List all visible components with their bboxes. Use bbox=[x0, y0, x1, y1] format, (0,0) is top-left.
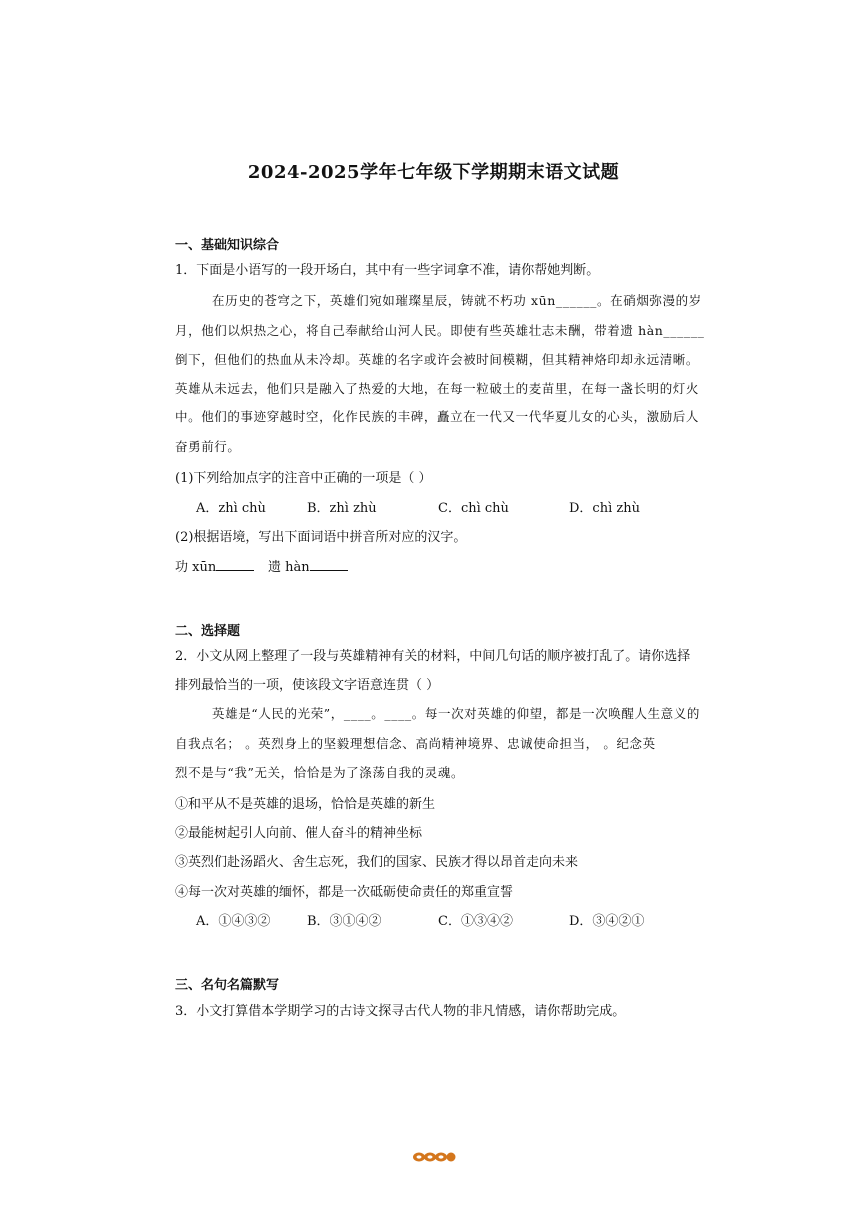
passage-line: 在历史的苍穹之下，英雄们宛如璀璨星辰，铸就不朽功 xūn______。在硝烟弥漫的岁 bbox=[212, 293, 702, 308]
passage-line: 烈不是与“我”无关，恰恰是为了涤荡自我的灵魂。 bbox=[175, 765, 465, 780]
fill-blank-han[interactable] bbox=[268, 556, 348, 575]
option-c[interactable]: C．①③④② bbox=[438, 914, 513, 929]
section-heading-choice: 二、选择题 bbox=[175, 624, 241, 639]
passage-line: 倒下，但他们的热血从未冷却。英雄的名字或许会被时间模糊，但其精神烙印却永远清晰。 bbox=[175, 352, 700, 367]
option-a[interactable]: A．①④③② bbox=[196, 914, 271, 929]
section-heading-basic-knowledge: 一、基础知识综合 bbox=[175, 238, 280, 253]
answer-blank[interactable] bbox=[216, 558, 254, 571]
passage-line: 自我点名； 。英烈身上的坚毅理想信念、高尚精神境界、忠诚使命担当， 。纪念英 bbox=[175, 736, 656, 751]
question-1-sub-1: (1)下列给加点字的注音中正确的一项是（ ） bbox=[175, 471, 432, 486]
question-2-stem-cont: 排列最恰当的一项，使该段文字语意连贯（ ） bbox=[175, 678, 440, 693]
question-1-stem: 1．下面是小语写的一段开场白，其中有一些字词拿不准，请你帮她判断。 bbox=[175, 263, 600, 278]
option-a[interactable]: A．zhì chù bbox=[196, 501, 266, 516]
watermark-logo bbox=[412, 1151, 456, 1163]
fill-label: 遗 hàn bbox=[268, 560, 310, 575]
statement-1: ①和平从不是英雄的退场，恰恰是英雄的新生 bbox=[175, 797, 436, 812]
option-d[interactable]: D．chì zhù bbox=[569, 501, 640, 516]
section-heading-recitation: 三、名句名篇默写 bbox=[175, 978, 280, 993]
statement-4: ④每一次对英雄的缅怀，都是一次砥砺使命责任的郑重宣誓 bbox=[175, 885, 514, 900]
option-b[interactable]: B．③①④② bbox=[307, 914, 382, 929]
statement-3: ③英烈们赴汤蹈火、舍生忘死，我们的国家、民族才得以昂首走向未来 bbox=[175, 855, 579, 870]
question-3-stem: 3．小文打算借本学期学习的古诗文探寻古代人物的非凡情感，请你帮助完成。 bbox=[175, 1004, 626, 1019]
statement-2: ②最能树起引人向前、催人奋斗的精神坐标 bbox=[175, 826, 423, 841]
page-title: 2024-2025学年七年级下学期期末语文试题 bbox=[247, 162, 620, 183]
fill-blank-xun[interactable] bbox=[175, 556, 254, 575]
question-2-stem: 2．小文从网上整理了一段与英雄精神有关的材料，中间几句话的顺序被打乱了。请你选择 bbox=[175, 649, 691, 664]
option-c[interactable]: C．chì chù bbox=[438, 501, 509, 516]
passage-line: 中。他们的事迹穿越时空，化作民族的丰碑，矗立在一代又一代华夏儿女的心头，激励后人 bbox=[175, 409, 700, 424]
answer-blank[interactable] bbox=[310, 558, 348, 571]
passage-line: 英雄从未远去，他们只是融入了热爱的大地，在每一粒破土的麦苗里，在每一盏长明的灯火 bbox=[175, 381, 700, 396]
passage-line: 奋勇前行。 bbox=[175, 439, 241, 454]
fill-label: 功 xūn bbox=[175, 560, 217, 575]
option-b[interactable]: B．zhì zhù bbox=[307, 501, 377, 516]
passage-line: 英雄是“人民的光荣”，____。____。每一次对英雄的仰望，都是一次唤醒人生意义的 bbox=[212, 706, 700, 721]
passage-line: 月，他们以炽热之心，将自己奉献给山河人民。即使有些英雄壮志未酬，带着遗 hàn______ bbox=[175, 323, 705, 338]
option-d[interactable]: D．③④②① bbox=[569, 914, 645, 929]
question-1-sub-2: (2)根据语境，写出下面词语中拼音所对应的汉字。 bbox=[175, 530, 467, 545]
